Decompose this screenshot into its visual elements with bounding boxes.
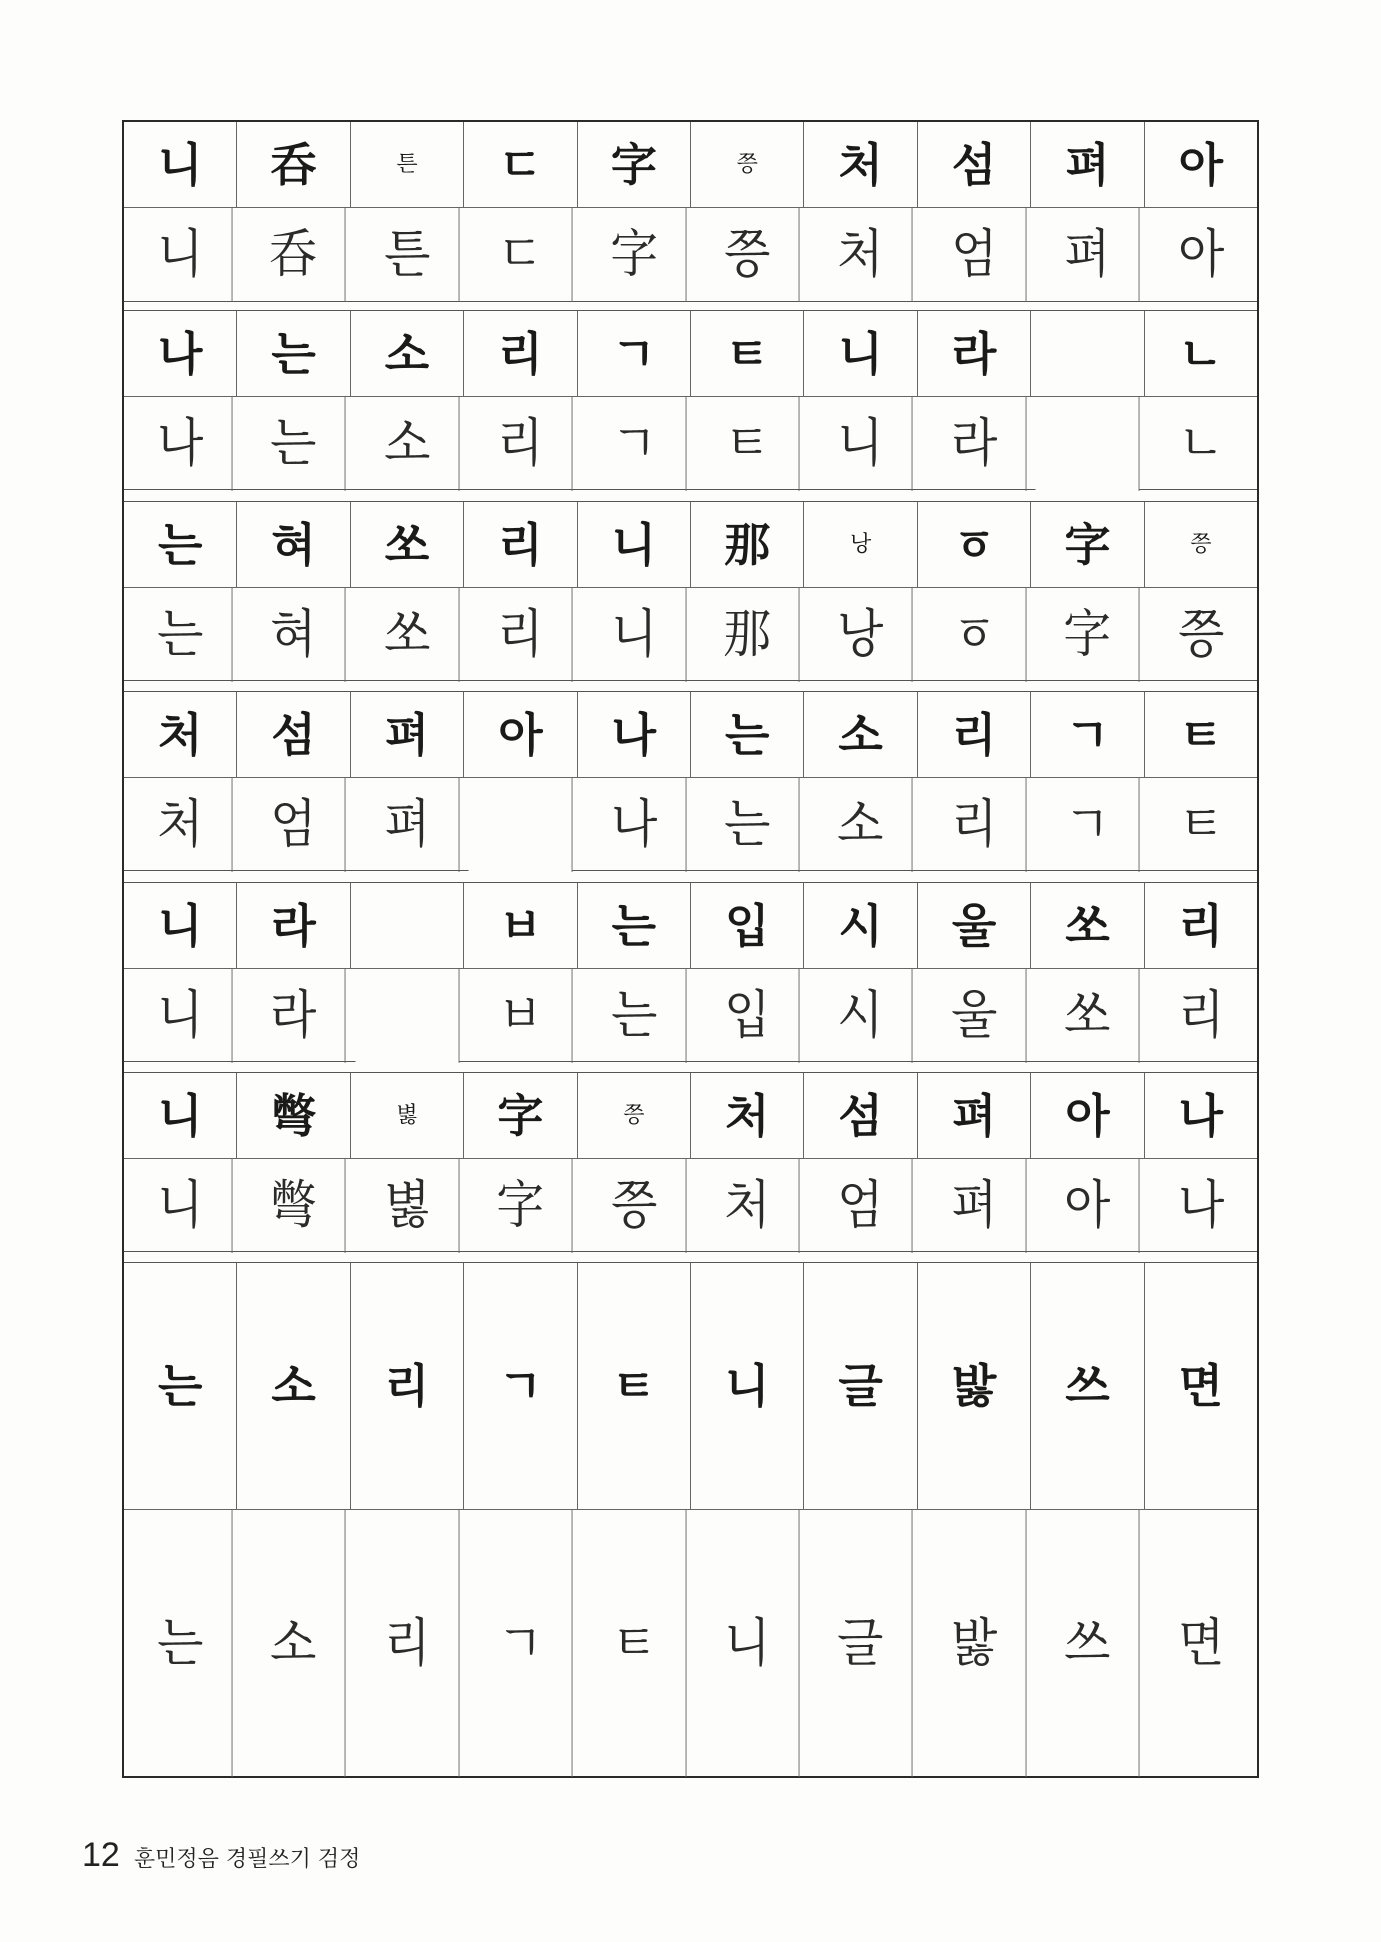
practice-character: 소 (355, 397, 459, 491)
practice-character: 울 (922, 969, 1026, 1063)
model-character: 펴 (351, 692, 464, 777)
practice-character: 리 (469, 397, 573, 491)
practice-character: ㄱ (1036, 778, 1140, 872)
practice-sheet (122, 120, 1259, 1778)
book-title: 훈민정음 경필쓰기 검정 (133, 1847, 361, 1872)
model-row (124, 502, 1257, 588)
model-character: 튼 (351, 122, 464, 207)
practice-character: 字 (469, 1159, 573, 1253)
practice-character: 소 (809, 778, 913, 872)
practice-row (124, 588, 1257, 682)
model-character: ㆆ (918, 502, 1031, 587)
practice-character (355, 969, 459, 1063)
practice-character: 글 (809, 1510, 913, 1777)
practice-row (124, 778, 1257, 872)
practice-character: 리 (355, 1510, 459, 1777)
model-character: 字 (578, 122, 691, 207)
practice-character: 는 (129, 588, 233, 682)
model-character: 시 (804, 883, 917, 968)
practice-character: 쯩 (1177, 605, 1224, 665)
model-character (1031, 311, 1144, 396)
practice-character: 면 (1177, 1613, 1224, 1674)
practice-character: 쯩 (582, 1159, 686, 1253)
practice-character: ㅌ (582, 1510, 686, 1777)
model-character: 리 (464, 502, 577, 587)
practice-character: 는 (696, 778, 800, 872)
practice-character: 리 (469, 588, 573, 682)
practice-character: 니 (809, 397, 913, 491)
model-character: 소 (804, 692, 917, 777)
model-character: 리 (1178, 898, 1224, 953)
model-character: 는 (124, 1263, 237, 1509)
model-character: 섬 (918, 122, 1031, 207)
practice-character: ㄱ (469, 1510, 573, 1777)
model-character: 那 (691, 502, 804, 587)
practice-character: 리 (922, 778, 1026, 872)
model-character: 밣 (918, 1263, 1031, 1509)
model-character: 는 (124, 502, 237, 587)
practice-character: 밣 (922, 1510, 1026, 1777)
practice-character: 입 (696, 969, 800, 1063)
practice-row (124, 208, 1257, 302)
practice-character: 니 (129, 969, 233, 1063)
model-character: 니 (691, 1263, 804, 1509)
practice-character: 아 (1177, 225, 1224, 285)
practice-character (469, 778, 573, 872)
practice-character: 시 (809, 969, 913, 1063)
model-character: 나 (1178, 1088, 1224, 1143)
practice-character: 니 (129, 208, 233, 302)
practice-character: 는 (242, 397, 346, 491)
practice-character: 라 (922, 397, 1026, 491)
practice-character: 는 (129, 1510, 233, 1777)
practice-block (124, 882, 1257, 1062)
practice-character: 니 (129, 1159, 233, 1253)
model-character: 니 (578, 502, 691, 587)
practice-block (124, 501, 1257, 681)
model-character: 처 (691, 1073, 804, 1158)
model-character: 쏘 (1031, 883, 1144, 968)
model-character: 니 (124, 122, 237, 207)
practice-character: ㅂ (469, 969, 573, 1063)
model-character: 소 (351, 311, 464, 396)
practice-character: ㄷ (469, 208, 573, 302)
practice-character: 字 (582, 208, 686, 302)
model-character: 나 (578, 692, 691, 777)
model-character: 처 (804, 122, 917, 207)
practice-block (124, 1262, 1257, 1776)
practice-block (124, 122, 1257, 302)
practice-character: 니 (696, 1510, 800, 1777)
model-character: ㄴ (1178, 326, 1224, 381)
model-row (124, 122, 1257, 208)
practice-character: 呑 (242, 208, 346, 302)
practice-character: 彆 (242, 1159, 346, 1253)
model-character: ㅌ (691, 311, 804, 396)
model-character: 낭 (804, 502, 917, 587)
practice-block (124, 691, 1257, 871)
model-character: 는 (237, 311, 350, 396)
practice-character: 혀 (242, 588, 346, 682)
model-character: 쯩 (578, 1073, 691, 1158)
model-character: ㅂ (464, 883, 577, 968)
model-character: ㅌ (578, 1263, 691, 1509)
practice-character: 니 (582, 588, 686, 682)
page-footer (82, 1836, 360, 1875)
model-character: 리 (918, 692, 1031, 777)
practice-character: 볋 (355, 1159, 459, 1253)
practice-character: 엄 (922, 208, 1026, 302)
practice-character: 나 (129, 397, 233, 491)
practice-block (124, 1072, 1257, 1252)
model-character: ㄱ (464, 1263, 577, 1509)
model-character: 라 (918, 311, 1031, 396)
practice-character: 那 (696, 588, 800, 682)
model-character: 아 (464, 692, 577, 777)
model-character: 나 (124, 311, 237, 396)
model-row (124, 311, 1257, 397)
practice-character: 리 (1177, 986, 1224, 1046)
practice-character: 처 (696, 1159, 800, 1253)
model-character: 니 (804, 311, 917, 396)
model-character: 아 (1178, 137, 1224, 192)
model-row (124, 692, 1257, 778)
practice-row (124, 1510, 1257, 1777)
practice-character: 나 (582, 778, 686, 872)
page-number: 12 (82, 1836, 120, 1874)
practice-character: 쏘 (1036, 969, 1140, 1063)
practice-character: 튼 (355, 208, 459, 302)
practice-block (124, 310, 1257, 490)
practice-character: 쓰 (1036, 1510, 1140, 1777)
model-character: 펴 (918, 1073, 1031, 1158)
model-character: 소 (237, 1263, 350, 1509)
model-row (124, 883, 1257, 969)
model-character: 아 (1031, 1073, 1144, 1158)
model-row (124, 1263, 1257, 1510)
practice-row (124, 1159, 1257, 1253)
model-character: 혀 (237, 502, 350, 587)
model-character: 字 (464, 1073, 577, 1158)
practice-row (124, 969, 1257, 1063)
practice-character: 엄 (809, 1159, 913, 1253)
model-character: ㄱ (1031, 692, 1144, 777)
model-character: ㅌ (1178, 707, 1224, 762)
model-character: ㄷ (464, 122, 577, 207)
practice-character: ㆆ (922, 588, 1026, 682)
model-character: 섬 (237, 692, 350, 777)
practice-character: ㄱ (582, 397, 686, 491)
model-character: 쏘 (351, 502, 464, 587)
model-character: 쓰 (1031, 1263, 1144, 1509)
practice-character: 는 (582, 969, 686, 1063)
model-character: 는 (691, 692, 804, 777)
practice-character: 소 (242, 1510, 346, 1777)
practice-row (124, 397, 1257, 491)
model-character (351, 883, 464, 968)
practice-character: 아 (1036, 1159, 1140, 1253)
practice-character: ㄴ (1177, 414, 1224, 474)
practice-character: ㅌ (696, 397, 800, 491)
model-character: 처 (124, 692, 237, 777)
practice-character: 쯩 (696, 208, 800, 302)
model-character: 볋 (351, 1073, 464, 1158)
practice-character: 처 (809, 208, 913, 302)
practice-character: 라 (242, 969, 346, 1063)
practice-character: 펴 (922, 1159, 1026, 1253)
practice-character: 처 (129, 778, 233, 872)
model-row (124, 1073, 1257, 1159)
model-character: 라 (237, 883, 350, 968)
model-character: 입 (691, 883, 804, 968)
model-character: ㄱ (578, 311, 691, 396)
practice-character: 쏘 (355, 588, 459, 682)
model-character: 글 (804, 1263, 917, 1509)
model-character: 呑 (237, 122, 350, 207)
practice-character: 엄 (242, 778, 346, 872)
model-character: 울 (918, 883, 1031, 968)
model-character: 펴 (1031, 122, 1144, 207)
practice-character (1036, 397, 1140, 491)
practice-character: 펴 (355, 778, 459, 872)
practice-character: 낭 (809, 588, 913, 682)
model-character: 리 (464, 311, 577, 396)
model-character: 彆 (237, 1073, 350, 1158)
model-character: 니 (124, 883, 237, 968)
model-character: 는 (578, 883, 691, 968)
model-character: 섬 (804, 1073, 917, 1158)
model-character: 쯩 (1190, 531, 1212, 557)
model-character: 字 (1031, 502, 1144, 587)
model-character: 면 (1178, 1359, 1224, 1413)
practice-character: 펴 (1036, 208, 1140, 302)
practice-character: ㅌ (1177, 795, 1224, 855)
model-character: 쯩 (691, 122, 804, 207)
practice-character: 字 (1036, 588, 1140, 682)
model-character: 리 (351, 1263, 464, 1509)
model-character: 니 (124, 1073, 237, 1158)
practice-character: 나 (1177, 1176, 1224, 1236)
